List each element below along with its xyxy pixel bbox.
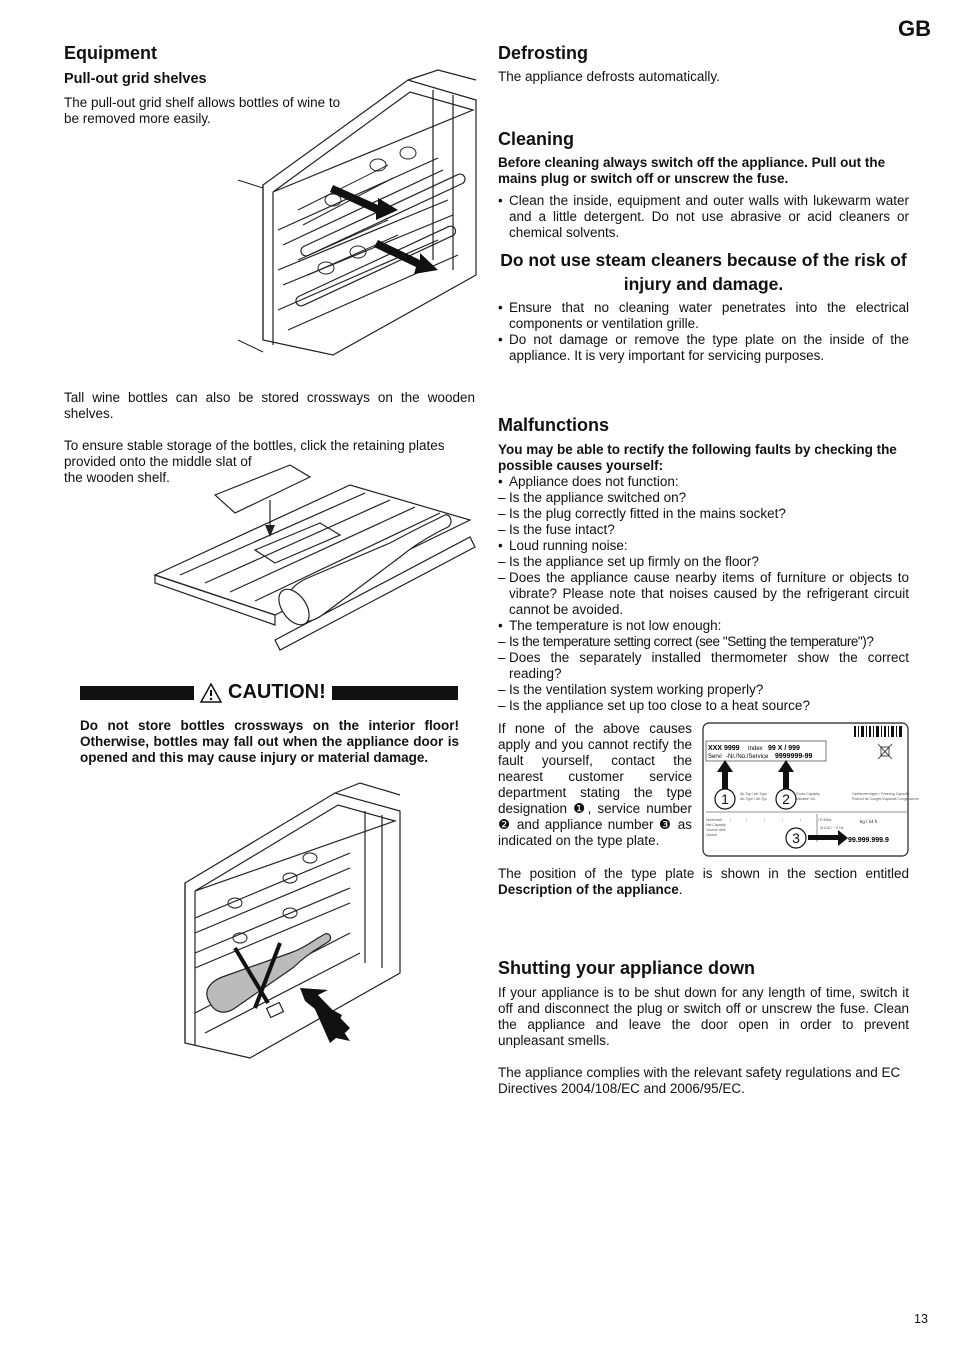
cleaning-heading: Cleaning: [498, 129, 575, 149]
svg-text:W A AC ~ V Hz: W A AC ~ V Hz: [820, 826, 844, 830]
svg-text:Pouvoir de Congel./Capacità Co: Pouvoir de Congel./Capacità Congelazione: [852, 797, 919, 801]
svg-text:Useable Vol.: Useable Vol.: [796, 797, 816, 801]
svg-text:l: l: [730, 818, 731, 822]
list-item: [498, 332, 909, 364]
item-text: Is the plug correctly fitted in the mains socket?: [509, 506, 786, 521]
item-text: Is the appliance set up too close to a heat source?: [509, 698, 810, 713]
caution-banner: [80, 681, 458, 704]
list-item: [498, 300, 909, 332]
item-text: Appliance does not function:: [509, 474, 679, 489]
plate-appliance-number: 99.999.999.9: [848, 837, 889, 844]
type-plate-position-text: [498, 866, 909, 898]
wooden-shelf-illustration: [150, 465, 475, 660]
plate-service-value: 9999999-99: [775, 753, 813, 760]
cleaning-warning: Before cleaning always switch off the appliance. Pull out the mains plug or switch off or unscrew the fuse.: [498, 155, 886, 186]
plate-service-label-2: -Nr./No./Service: [726, 754, 769, 760]
equipment-heading: Equipment: [64, 43, 157, 63]
callout-3-marker: ❸: [658, 817, 673, 832]
caution-bar-left: [80, 686, 194, 700]
malfunctions-intro: You may be able to rectify the following faults by checking the possible causes yourself:: [498, 442, 897, 473]
shutdown-heading: Shutting your appliance down: [498, 958, 756, 978]
list-item: [498, 193, 909, 241]
item-marker: –: [498, 522, 506, 537]
list-item: [498, 682, 909, 698]
svg-text:l: l: [782, 818, 783, 822]
caution-label: CAUTION!: [228, 681, 326, 703]
bullet-marker: •: [498, 300, 503, 315]
plate-index-value: 99 X / 999: [768, 745, 800, 752]
bullet-marker: •: [498, 332, 503, 347]
svg-text:Ab-Type / Ab-Typ: Ab-Type / Ab-Typ: [740, 797, 767, 801]
steam-cleaner-warning: Do not use steam cleaners because of the risk of injury and damage.: [500, 250, 907, 294]
callout-3: 3: [792, 830, 800, 846]
list-item: [498, 618, 909, 634]
item-marker: •: [498, 538, 503, 553]
retaining-plates-text-2: the wooden shelf.: [64, 470, 170, 485]
caution-title: [200, 681, 326, 704]
type-plate-illustration: [702, 722, 919, 858]
svg-text:l: l: [764, 818, 765, 822]
item-marker: –: [498, 698, 506, 713]
svg-text:R 600a: R 600a: [820, 818, 832, 822]
malfunctions-heading: Malfunctions: [498, 415, 609, 435]
service-text-3: and appliance number: [516, 817, 654, 832]
service-contact-text: [498, 721, 692, 849]
grid-shelves-subheading: Pull-out grid shelves: [64, 71, 207, 87]
cleaning-bullets-1: [498, 193, 909, 241]
list-item: [498, 698, 909, 714]
svg-text:l: l: [800, 818, 801, 822]
svg-text:Classe: Classe: [706, 833, 717, 837]
item-marker: –: [498, 490, 506, 505]
callout-1-marker: ❶: [573, 801, 588, 816]
item-text: Is the fuse intact?: [509, 522, 615, 537]
item-marker: –: [498, 570, 506, 585]
plate-kg-label: kg / 24 h: [860, 819, 878, 824]
item-marker: –: [498, 682, 506, 697]
retaining-plates-text: To ensure stable storage of the bottles, click the retaining plates provided onto the middle slat of: [64, 438, 445, 469]
caution-bar-right: [332, 686, 458, 700]
defrosting-text: The appliance defrosts automatically.: [498, 69, 720, 84]
svg-text:l: l: [746, 818, 747, 822]
item-text: Is the ventilation system working properly?: [509, 682, 764, 697]
defrosting-heading: Defrosting: [498, 43, 588, 63]
plate-model: XXX 9999: [708, 745, 740, 752]
service-text-4: as indicated on the type plate.: [498, 817, 692, 848]
svg-text:l: l: [818, 818, 819, 822]
svg-text:Gefriervermögen / Freezing Cap: Gefriervermögen / Freezing Capacity: [852, 792, 910, 796]
svg-text:Nutzinhalt: Nutzinhalt: [706, 818, 722, 822]
compliance-text: The appliance complies with the relevant safety regulations and EC Directives 2004/108/EC and 2006/95/EC.: [498, 1065, 901, 1096]
item-text: The temperature is not low enough:: [509, 618, 722, 633]
item-marker: –: [498, 506, 506, 521]
malfunctions-list: [498, 474, 909, 714]
shutdown-text: If your appliance is to be shut down for any length of time, switch it off and disconnect the plug or switch off or unscrew the fuse. Clean the appliance and leave the door open in order to prevent unpleasant smells.: [498, 985, 909, 1048]
cleaning-bullet-text: Clean the inside, equipment and outer walls with lukewarm water and a little detergent. Do not use abrasive or acid cleaners or chemical solvents.: [509, 193, 909, 240]
item-text: Is the temperature setting correct (see "Setting the temperature")?: [509, 634, 874, 649]
svg-text:Net Capacity: Net Capacity: [706, 823, 727, 827]
list-item: [498, 506, 909, 522]
bullet-marker: •: [498, 193, 503, 208]
item-marker: –: [498, 554, 506, 569]
service-text-1: If none of the above causes apply and you cannot rectify the fault yourself, contact the nearest customer service department stating the type designation: [498, 721, 692, 816]
plate-service-label: Servi: [708, 754, 722, 760]
grid-shelves-intro: The pull-out grid shelf allows bottles of wine to be removed more easily.: [64, 95, 341, 126]
svg-text:Volume Utile: Volume Utile: [706, 828, 726, 832]
service-text-2: , service number: [587, 801, 692, 816]
list-item: [498, 554, 909, 570]
item-text: Loud running noise:: [509, 538, 628, 553]
plate-index-label: Index: [748, 746, 763, 752]
list-item: [498, 474, 909, 490]
item-marker: •: [498, 618, 503, 633]
tall-bottles-text: Tall wine bottles can also be stored crossways on the wooden shelves.: [64, 390, 475, 421]
warning-triangle-icon: [200, 683, 222, 703]
callout-2: 2: [782, 791, 790, 807]
page-number: 13: [914, 1312, 928, 1326]
cleaning-bullets-2: [498, 300, 909, 364]
position-bold: Description of the appliance: [498, 882, 679, 897]
item-text: Is the appliance set up firmly on the floor?: [509, 554, 759, 569]
list-item: [498, 634, 909, 650]
svg-text:Ab-Typ / Ab-Type: Ab-Typ / Ab-Type: [740, 792, 767, 796]
caution-text: Do not store bottles crossways on the interior floor! Otherwise, bottles may fall out when the appliance door is opened and this may cause injury or material damage.: [80, 718, 459, 765]
item-marker: –: [498, 650, 506, 665]
item-text: Does the separately installed thermometer show the correct reading?: [509, 650, 909, 681]
cleaning-bullet-text: Do not damage or remove the type plate on the inside of the appliance. It is very important for servicing purposes.: [509, 332, 909, 363]
callout-1: 1: [721, 791, 729, 807]
crossed-bottle-floor-illustration: [160, 783, 405, 1068]
language-tag: GB: [898, 16, 931, 41]
list-item: [498, 538, 909, 554]
cleaning-bullet-text: Ensure that no cleaning water penetrates into the electrical components or ventilation grille.: [509, 300, 909, 331]
list-item: [498, 570, 909, 618]
pull-out-shelf-illustration: [238, 70, 478, 355]
item-text: Does the appliance cause nearby items of furniture or objects to vibrate? Please note that noises caused by the refrigerant circuit cannot be avoided.: [509, 570, 909, 617]
item-text: Is the appliance switched on?: [509, 490, 687, 505]
item-marker: •: [498, 474, 503, 489]
list-item: [498, 490, 909, 506]
callout-2-marker: ❷: [498, 817, 512, 832]
position-text: The position of the type plate is shown in the section entitled: [498, 866, 909, 881]
list-item: [498, 650, 909, 682]
position-end: .: [678, 882, 683, 897]
item-marker: –: [498, 634, 506, 649]
svg-text:Gross Capacity: Gross Capacity: [796, 792, 820, 796]
list-item: [498, 522, 909, 538]
